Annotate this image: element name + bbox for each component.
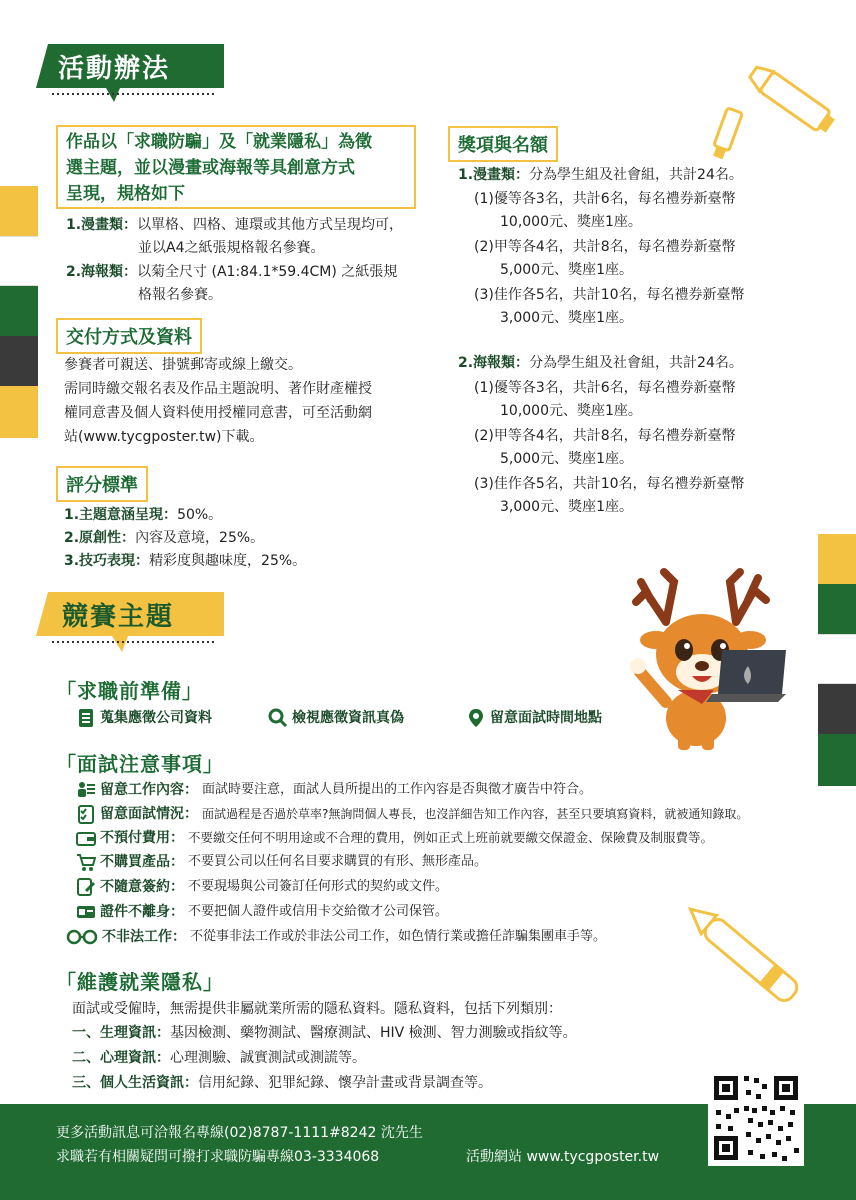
award-2-3-l1: (3)佳作各5名，共計10名，每名禮券新臺幣 [474,476,745,492]
interview-item-6-label: 證件不離身： [100,904,184,920]
prep-item-3 [466,708,602,728]
contract-sign-icon [76,877,96,897]
interview-item-5-text: 不要現場與公司簽訂任何形式的契約或文件。 [188,879,449,894]
score-item-1-label: 1.主題意涵呈現： [64,507,178,523]
sidebar-block-yellow [0,186,38,236]
privacy-item-2 [72,1047,366,1070]
interview-item-4-text: 不要買公司以任何名目要求購買的有形、無形產品。 [188,854,488,869]
delivery-line-4: 站(www.tycgposter.tw)下載。 [64,429,264,445]
prep-item-2-text: 檢視應徵資訊真偽 [292,710,404,726]
intro-line-3: 呈現，規格如下 [66,184,185,204]
document-icon [76,708,96,728]
sidebar-block-green [0,286,38,336]
privacy-item-2-label: 二、心理資訊： [72,1050,170,1066]
handcuffs-icon [66,927,98,947]
privacy-item-3-text: 信用紀錄、犯罪紀錄、懷孕計畫或背景調查等。 [198,1075,492,1091]
award-2-2-l2: 5,000元、獎座1座。 [500,451,633,467]
privacy-item-1-text: 基因檢測、藥物測試、醫療測試、HIV 檢測、智力測驗或指紋等。 [170,1025,577,1041]
section1-title: 活動辦法 [58,54,171,84]
awards-group-2-label: 2.海報類： [458,355,530,371]
interview-item-2 [76,804,748,824]
privacy-intro: 面試或受僱時，無需提供非屬就業所需的隱私資料。隱私資料，包括下列類別： [72,1001,562,1017]
awards-group-1-head [458,164,743,187]
intro-line-2: 選主題，並以漫畫或海報等具創意方式 [66,158,355,178]
right-sidebar [818,534,856,786]
privacy-item-1 [72,1022,577,1045]
score-item-1-text: 50%。 [177,507,223,523]
award-2-3-l2: 3,000元、獎座1座。 [500,499,633,515]
score-item-3-text: 精彩度與趣味度，25%。 [149,553,307,569]
interview-item-3-label: 不預付費用： [100,830,184,846]
interview-item-7 [66,927,606,947]
interview-item-5-label: 不隨意簽約： [100,879,184,895]
award-2-2-l1: (2)甲等各4名，共計8名，每名禮券新臺幣 [474,428,736,444]
prep-item-3-text: 留意面試時間地點 [490,710,602,726]
location-pin-icon [466,708,486,728]
sidebar-block-green [818,584,856,634]
shopping-cart-icon [76,852,96,872]
sidebar-block-white [818,634,856,684]
section2-title: 競賽主題 [62,602,175,632]
spec-poster [66,261,397,284]
spec-comic [66,214,403,237]
delivery-line-2: 需同時繳交報名表及作品主題說明、著作財產權授 [64,381,372,397]
award-1-3-l1: (3)佳作各5名，共計10名，每名禮券新臺幣 [474,287,745,303]
prep-item-1 [76,708,212,728]
sidebar-block-dark [818,684,856,734]
score-item-2-text: 內容及意境，25%。 [135,530,265,546]
id-card-icon [76,902,96,922]
qr-code-icon[interactable] [708,1070,804,1166]
award-2-1-l2: 10,000元、獎座1座。 [500,403,642,419]
deer-mascot-icon [626,562,796,752]
intro-line-1: 作品以「求職防騙」及「就業隱私」為徵 [66,132,372,152]
interview-item-4 [76,852,487,872]
prep-title: 「求職前準備」 [56,679,203,703]
spec-comic-line1: 以單格、四格、連環或其他方式呈現均可， [137,217,404,233]
spec-comic-label: 1.漫畫類： [66,217,138,233]
awards-group-1-text: 分為學生組及社會組，共計24名。 [529,167,743,183]
score-title: 評分標準 [56,466,148,502]
privacy-item-1-label: 一、生理資訊： [72,1025,170,1041]
privacy-title: 「維護就業隱私」 [56,970,224,994]
sidebar-block-yellow [818,534,856,584]
interview-item-5 [76,877,448,897]
interview-item-1-label: 留意工作內容： [100,782,198,798]
awards-title: 獎項與名額 [448,126,558,162]
intro-box [56,125,416,209]
interview-item-6-text: 不要把個人證件或信用卡交給徵才公司保管。 [188,904,449,919]
interview-item-4-label: 不購買產品： [100,854,184,870]
award-1-3-l2: 3,000元、獎座1座。 [500,310,633,326]
sidebar-block-white [0,236,38,286]
privacy-item-3 [72,1072,492,1095]
interview-item-1-text: 面試時要注意，面試人員所提出的工作內容是否與徵才廣告中符合。 [202,782,593,797]
footer-site[interactable]: 活動網站 www.tycgposter.tw [466,1149,660,1165]
awards-group-2-head [458,352,743,375]
interview-item-3-text: 不要繳交任何不明用途或不合理的費用，例如正式上班前就要繳交保證金、保險費及制服費等。 [188,830,714,845]
prep-item-2 [268,708,404,728]
awards-group-1-label: 1.漫畫類： [458,167,530,183]
sidebar-block-dark [0,336,38,386]
sidebar-block-green-2 [818,734,856,786]
score-item-1 [64,504,222,527]
spec-poster-line1: 以菊全尺寸 (A1:84.1*59.4CM) 之紙張規 [137,264,398,280]
award-2-1-l1: (1)優等各3名，共計6名，每名禮券新臺幣 [474,380,736,396]
delivery-line-1: 參賽者可親送、掛號郵寄或線上繳交。 [64,357,302,373]
delivery-line-3: 權同意書及個人資料使用授權同意書，可至活動網 [64,405,372,421]
interview-item-7-text: 不從事非法工作或於非法公司工作，如色情行業或擔任詐騙集團車手等。 [190,929,607,944]
award-1-1-l2: 10,000元、獎座1座。 [500,214,642,230]
score-item-3 [64,550,306,573]
spec-comic-line2: 並以A4之紙張規格報名參賽。 [138,240,325,256]
privacy-item-2-text: 心理測驗、誠實測試或測謊等。 [170,1050,366,1066]
awards-group-2-text: 分為學生組及社會組，共計24名。 [529,355,743,371]
award-1-1-l1: (1)優等各3名，共計6名，每名禮券新臺幣 [474,191,736,207]
pen-icon [686,900,816,1020]
award-1-2-l1: (2)甲等各4名，共計8名，每名禮券新臺幣 [474,239,736,255]
award-1-2-l2: 5,000元、獎座1座。 [500,262,633,278]
interview-item-3 [76,828,713,848]
interview-item-2-text: 面試過程是否過於草率?無詢問個人專長，也沒詳細告知工作內容，甚至只要填寫資料，就被通知錄取。 [202,807,749,821]
checklist-icon [76,804,96,824]
spec-poster-line2: 格報名參賽。 [138,287,222,303]
footer-line-1: 更多活動訊息可洽報名專線(02)8787-1111#8242 沈先生 [56,1125,423,1141]
paint-tube-icon [700,60,840,160]
search-icon [268,708,288,728]
interview-item-7-label: 不非法工作： [102,929,186,945]
sidebar-block-yellow-2 [0,386,38,438]
score-item-3-label: 3.技巧表現： [64,553,150,569]
spec-poster-label: 2.海報類： [66,264,138,280]
left-sidebar [0,186,38,438]
wallet-icon [76,828,96,848]
interview-item-2-label: 留意面試情況： [100,806,198,822]
score-item-2 [64,527,264,550]
privacy-item-3-label: 三、個人生活資訊： [72,1075,198,1091]
footer-line-2: 求職若有相關疑問可撥打求職防騙專線03-3334068 [56,1149,380,1165]
people-icon [76,780,96,800]
delivery-title: 交付方式及資料 [56,318,202,354]
prep-item-1-text: 蒐集應徵公司資料 [100,710,212,726]
interview-item-1 [76,780,592,800]
interview-title: 「面試注意事項」 [56,752,224,776]
score-item-2-label: 2.原創性： [64,530,136,546]
interview-item-6 [76,902,448,922]
